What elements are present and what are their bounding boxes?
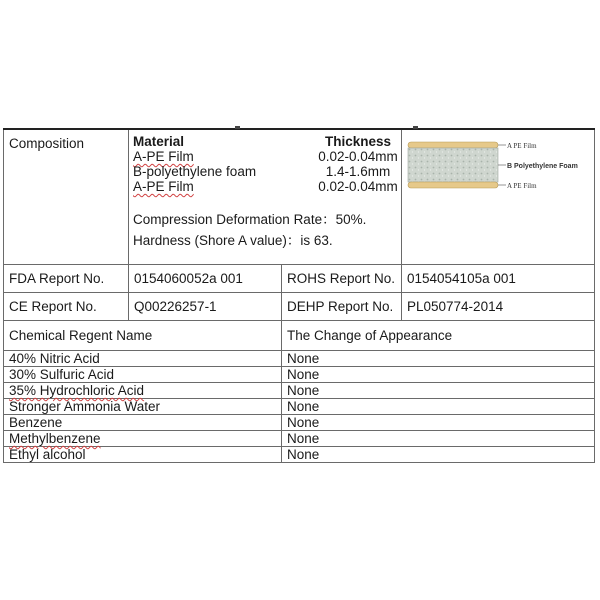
layer-thickness: 1.4-1.6mm: [325, 164, 391, 179]
chemical-name: [4, 383, 282, 399]
report-value: 0154060052a 001: [129, 265, 282, 293]
appearance-change: None: [282, 399, 595, 415]
appearance-change-header: The Change of Appearance: [282, 321, 595, 351]
hardness-text: Hardness (Shore A value)：is 63.: [133, 233, 333, 248]
layer-thickness: 0.02-0.04mm: [318, 179, 398, 194]
composition-row: [4, 129, 595, 265]
appearance-change: None: [282, 447, 595, 463]
layer-cross-section-diagram: [402, 130, 594, 258]
report-label: CE Report No.: [4, 293, 129, 321]
report-value: PL050774-2014: [402, 293, 595, 321]
report-row: [4, 293, 595, 321]
report-value: 0154054105a 001: [402, 265, 595, 293]
layer-thickness: 0.02-0.04mm: [318, 149, 398, 164]
appearance-change: None: [282, 431, 595, 447]
chemical-name: [4, 431, 282, 447]
layer-material: B-polyethylene foam: [133, 164, 257, 179]
chemical-header-row: [4, 321, 595, 351]
chemical-name: Ethyl alcohol: [4, 447, 282, 463]
chemical-row: [4, 367, 595, 383]
chemical-row: [4, 399, 595, 415]
diagram-label-bottom: A PE Film: [507, 182, 537, 190]
report-row: [4, 265, 595, 293]
composition-details: [129, 129, 402, 265]
composition-label: Composition: [4, 129, 129, 265]
material-grid: [133, 130, 401, 194]
thickness-header: Thickness: [324, 134, 392, 149]
layer-diagram-cell: [402, 129, 595, 265]
layer-material: A-PE Film: [133, 179, 194, 194]
appearance-change: None: [282, 415, 595, 431]
top-tick-mark: [235, 126, 240, 129]
chemical-name: Stronger Ammonia Water: [4, 399, 282, 415]
diagram-label-middle: B Polyethylene Foam: [507, 163, 578, 170]
chemical-name-header: Chemical Regent Name: [4, 321, 282, 351]
spec-sheet: [3, 128, 594, 463]
report-value: Q00226257-1: [129, 293, 282, 321]
chemical-row: [4, 431, 595, 447]
chemical-row: [4, 415, 595, 431]
appearance-change: None: [282, 367, 595, 383]
chemical-row: [4, 383, 595, 399]
diagram-label-top: A PE Film: [507, 142, 537, 150]
chemical-row: [4, 447, 595, 463]
appearance-change: None: [282, 351, 595, 367]
spec-table: [3, 128, 595, 463]
appearance-change: None: [282, 383, 595, 399]
report-label: FDA Report No.: [4, 265, 129, 293]
chemical-name-text: Methylbenzene: [9, 431, 101, 446]
chemical-name-text: 35% Hydrochloric Acid: [9, 383, 145, 398]
property-notes: [133, 212, 401, 248]
material-header: Material: [133, 134, 185, 149]
compression-rate-text: Compression Deformation Rate：50%.: [133, 212, 367, 227]
layer-material: A-PE Film: [133, 149, 194, 164]
chemical-row: [4, 351, 595, 367]
chemical-name: 40% Nitric Acid: [4, 351, 282, 367]
bottom-film-layer: [408, 182, 498, 188]
top-film-layer: [408, 142, 498, 148]
chemical-name: 30% Sulfuric Acid: [4, 367, 282, 383]
foam-layer: [408, 148, 498, 182]
chemical-name: Benzene: [4, 415, 282, 431]
report-label: ROHS Report No.: [282, 265, 402, 293]
report-label: DEHP Report No.: [282, 293, 402, 321]
